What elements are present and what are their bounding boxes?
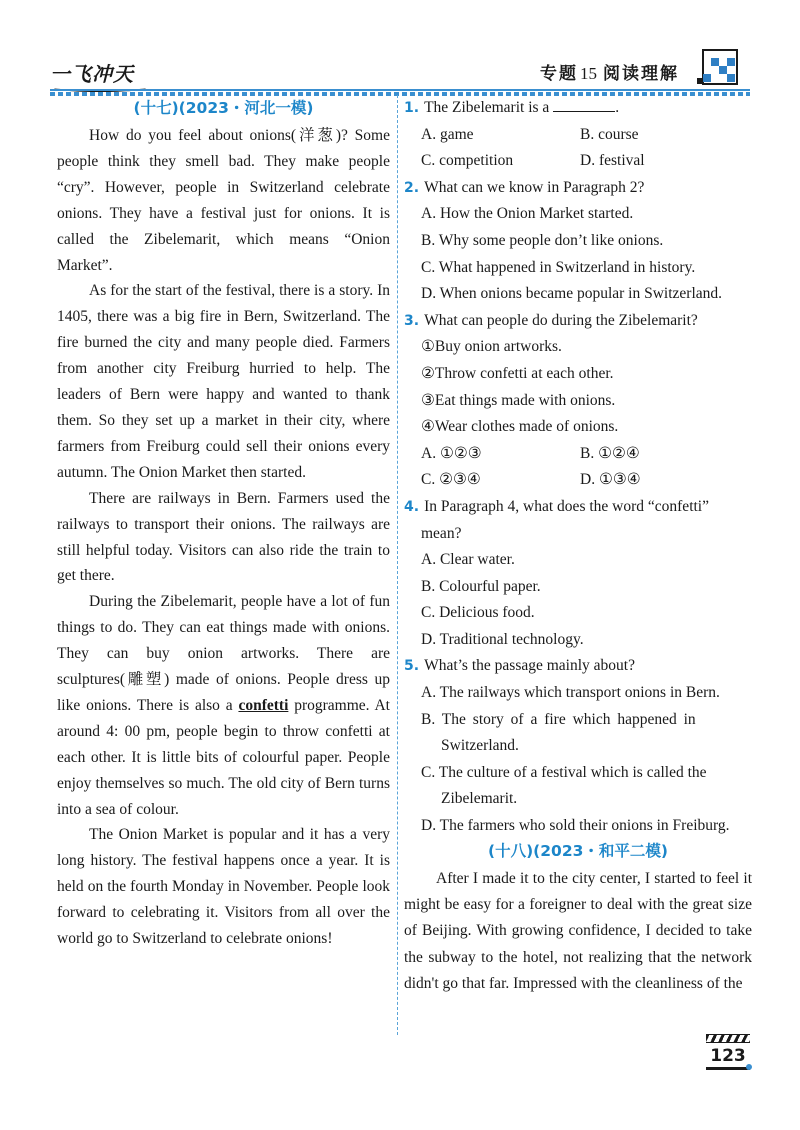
option-b[interactable]: B. Colourful paper.: [421, 577, 541, 595]
passage-paragraph-4: [57, 589, 390, 822]
topic-label: [540, 59, 679, 84]
topic-prefix: 专题: [540, 64, 578, 84]
statement-item: ①Buy onion artworks.: [421, 338, 562, 356]
question-number: 3.: [404, 312, 420, 329]
question-stem: In Paragraph 4, what does the word “confetti” mean?: [421, 497, 709, 542]
header-rule: [50, 89, 750, 91]
option-c[interactable]: C. ②③④: [421, 471, 481, 489]
paragraph-4-text-a: During the Zibelemarit, people have a lot of fun things to do. They can eat things made with onions. They can buy onion artworks. There are sculptures(雕塑) made of onions. People dress up like onions. There is also a: [57, 593, 390, 714]
question-number: 4.: [404, 498, 420, 515]
question-number: 5.: [404, 658, 420, 675]
option-d[interactable]: D. The farmers who sold their onions in Freiburg.: [421, 817, 730, 835]
question-2: [404, 175, 752, 202]
passage-paragraph-2: As for the start of the festival, there is a story. In 1405, there was a big fire in Bern, Switzerland. The fire burned the city and many people died. Farmers from another city Freiburg hurried to help. The leaders of Bern were happy and wanted to thank them. So they set up a market in their city, where farmers from Freiburg could sell their onions every autumn. The Onion Market then started.: [57, 282, 390, 481]
highlighted-word-confetti: confetti: [238, 696, 289, 714]
topic-number: 15: [580, 64, 597, 83]
statement-item: ③Eat things made with onions.: [421, 391, 616, 409]
option-d[interactable]: D. When onions became popular in Switzerland.: [421, 285, 723, 303]
option-b[interactable]: B. ①②④: [580, 444, 640, 462]
paragraph-4-text-b: programme. At around 4: 00 pm, people begin to throw confetti at each other. It is little bits of colourful paper. People enjoy themselves so much. The old city of Bern turns into a sea of colour.: [57, 696, 390, 818]
option-b-line-2: Switzerland.: [441, 737, 519, 755]
brand-text: 一飞冲天: [50, 62, 134, 86]
option-b[interactable]: B. course: [580, 125, 639, 143]
statement-item: ④Wear clothes made of onions.: [421, 418, 619, 436]
option-c[interactable]: [404, 760, 752, 813]
option-c-line-2: Zibelemarit.: [441, 790, 518, 808]
question-list: [404, 95, 752, 998]
page-stripes: [706, 1034, 750, 1043]
page-underline: [706, 1067, 750, 1070]
question-number: 1.: [404, 100, 420, 116]
option-d[interactable]: D. Traditional technology.: [421, 630, 584, 648]
passage-paragraph-1: How do you feel about onions(洋葱)? Some people think they smell bad. They make people “cry”. However, people in Switzerland celebrate onions. They have a festival just for onions. It is called the Zibelemarit, which means “Onion Market”.: [57, 127, 390, 274]
question-stem: The Zibelemarit is a: [424, 99, 550, 116]
column-divider: [397, 95, 398, 1035]
answer-blank: [553, 97, 615, 112]
statement-item: ②Throw confetti at each other.: [421, 364, 614, 382]
passage-paragraph-5: The Onion Market is popular and it has a very long history. The festival happens once a year. It is held on the fourth Monday in November. People look forward to celebrating it. Visitors from all over the world go to Switzerland to celebrate onions!: [57, 826, 390, 948]
question-3: [404, 308, 752, 335]
page-number: 123: [710, 1046, 746, 1066]
page-dot: [746, 1064, 752, 1070]
option-b[interactable]: B. Why some people don’t like onions.: [421, 231, 664, 249]
option-a[interactable]: A. Clear water.: [421, 551, 515, 569]
brand-logo: [50, 58, 134, 87]
section-title-18: (十八)(2023・和平二模): [488, 841, 668, 860]
question-stem: What can people do during the Zibelemarit?: [424, 311, 698, 329]
option-c-line-1: C. The culture of a festival which is called the: [421, 763, 707, 781]
option-b[interactable]: [404, 707, 752, 760]
option-b-line-1: B. The story of a fire which happened in: [421, 710, 696, 728]
passage-18-paragraph: After I made it to the city center, I started to feel it might be easy for a foreigner to deal with the great size of Beijing. With growing confidence, I decided to take the subway to the hotel, not realizing that the network didn't go that far. Impressed with the cleanliness of the: [404, 869, 752, 993]
question-stem: What can we know in Paragraph 2?: [424, 178, 645, 196]
option-c[interactable]: C. What happened in Switzerland in history.: [421, 258, 696, 276]
page-number-badge: [706, 1034, 750, 1076]
option-a[interactable]: A. How the Onion Market started.: [421, 205, 634, 223]
checker-decoration-icon: [697, 48, 741, 88]
question-stem: What’s the passage mainly about?: [424, 657, 635, 675]
options-row: [404, 122, 752, 149]
section-title-17: (十七)(2023・河北一模): [133, 99, 314, 117]
option-c[interactable]: C. Delicious food.: [421, 604, 535, 622]
topic-title: 阅读理解: [603, 64, 679, 84]
question-5: [404, 653, 752, 680]
stem-period: .: [615, 99, 620, 116]
option-a[interactable]: A. game: [421, 125, 474, 143]
question-4: [404, 494, 746, 547]
passage-paragraph-3: There are railways in Bern. Farmers used the railways to transport their onions. The railways are still helpful today. Visitors can also ride the train to get there.: [57, 489, 390, 585]
option-a[interactable]: A. The railways which transport onions in Bern.: [421, 684, 720, 702]
options-row: [404, 441, 752, 468]
options-row: [404, 467, 752, 494]
question-number: 2.: [404, 179, 420, 196]
question-1: [404, 95, 752, 122]
passage-17: [57, 95, 390, 952]
option-a[interactable]: A. ①②③: [421, 444, 482, 462]
options-row: [404, 148, 752, 175]
option-d[interactable]: D. ①③④: [580, 471, 641, 489]
option-d[interactable]: D. festival: [580, 152, 645, 170]
page-header: [0, 0, 800, 100]
option-c[interactable]: C. competition: [421, 152, 514, 170]
